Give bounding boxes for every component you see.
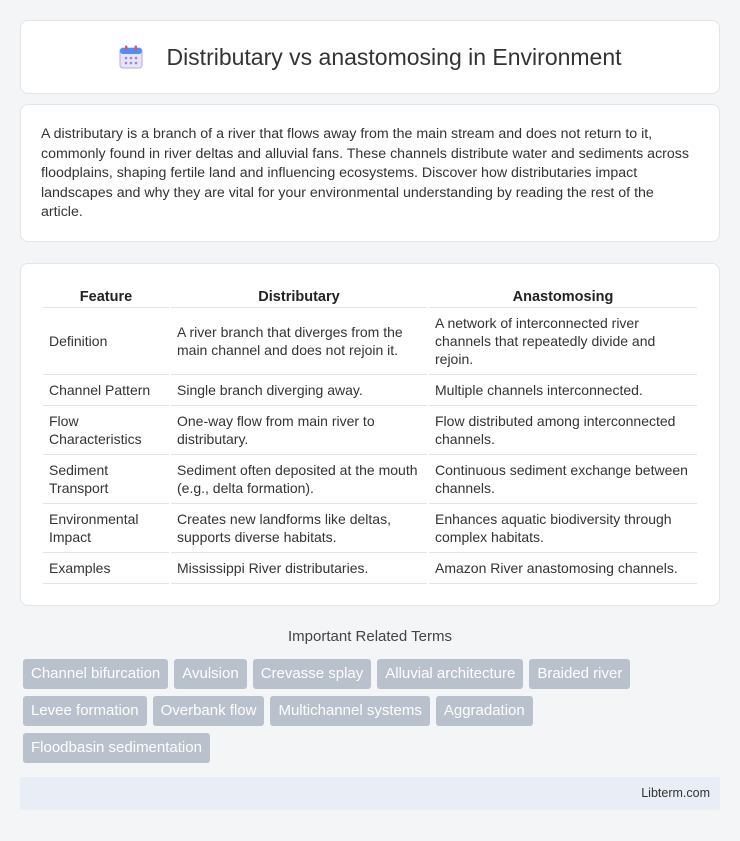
page-title: Distributary vs anastomosing in Environment (166, 43, 622, 70)
table-row (43, 375, 697, 406)
row-distributary: Creates new landforms like deltas, supports diverse habitats. (171, 504, 427, 553)
row-anastomosing: Enhances aquatic biodiversity through complex habitats. (429, 504, 697, 553)
comparison-card (20, 263, 720, 606)
footer (20, 777, 720, 810)
tag-levee-formation[interactable]: Levee formation (23, 696, 147, 726)
header-feature: Feature (43, 286, 169, 308)
intro-text: A distributary is a branch of a river that flows away from the main stream and does not return to it, commonly found in river deltas and alluvial fans. These channels distribute water and sediments across floodplains, shaping fertile land and influencing ecosystems. Discover how distributaries impact landscapes and why they are vital for your environmental understanding by reading the rest of the article. (41, 126, 689, 220)
comparison-table (41, 286, 699, 584)
related-terms-list (23, 659, 713, 763)
tag-overbank-flow[interactable]: Overbank flow (153, 696, 265, 726)
tag-alluvial-architecture[interactable]: Alluvial architecture (377, 659, 523, 689)
row-anastomosing: Multiple channels interconnected. (429, 375, 697, 406)
table-header-row (43, 286, 697, 308)
row-feature: Sediment Transport (43, 455, 169, 504)
header-card (20, 20, 720, 94)
row-distributary: A river branch that diverges from the main channel and does not rejoin it. (171, 308, 427, 375)
table-row (43, 504, 697, 553)
tag-floodbasin-sedimentation[interactable]: Floodbasin sedimentation (23, 733, 210, 763)
row-anastomosing: A network of interconnected river channels that repeatedly divide and rejoin. (429, 308, 697, 375)
row-feature: Flow Characteristics (43, 406, 169, 455)
calendar-icon (118, 44, 144, 70)
table-row (43, 455, 697, 504)
header-anastomosing: Anastomosing (429, 286, 697, 308)
footer-site-link[interactable]: Libterm.com (641, 786, 710, 800)
tag-multichannel-systems[interactable]: Multichannel systems (270, 696, 429, 726)
row-anastomosing: Flow distributed among interconnected channels. (429, 406, 697, 455)
row-distributary: Mississippi River distributaries. (171, 553, 427, 584)
row-anastomosing: Continuous sediment exchange between channels. (429, 455, 697, 504)
tag-braided-river[interactable]: Braided river (529, 659, 630, 689)
tag-channel-bifurcation[interactable]: Channel bifurcation (23, 659, 168, 689)
intro-card (20, 104, 720, 242)
tag-avulsion[interactable]: Avulsion (174, 659, 246, 689)
row-distributary: One-way flow from main river to distributary. (171, 406, 427, 455)
row-feature: Examples (43, 553, 169, 584)
table-row (43, 553, 697, 584)
row-feature: Channel Pattern (43, 375, 169, 406)
tag-crevasse-splay[interactable]: Crevasse splay (253, 659, 372, 689)
header-distributary: Distributary (171, 286, 427, 308)
related-terms-title: Important Related Terms (288, 628, 452, 645)
row-anastomosing: Amazon River anastomosing channels. (429, 553, 697, 584)
table-row (43, 406, 697, 455)
row-feature: Definition (43, 308, 169, 375)
row-distributary: Sediment often deposited at the mouth (e.g., delta formation). (171, 455, 427, 504)
row-feature: Environmental Impact (43, 504, 169, 553)
row-distributary: Single branch diverging away. (171, 375, 427, 406)
table-row (43, 308, 697, 375)
tag-aggradation[interactable]: Aggradation (436, 696, 533, 726)
